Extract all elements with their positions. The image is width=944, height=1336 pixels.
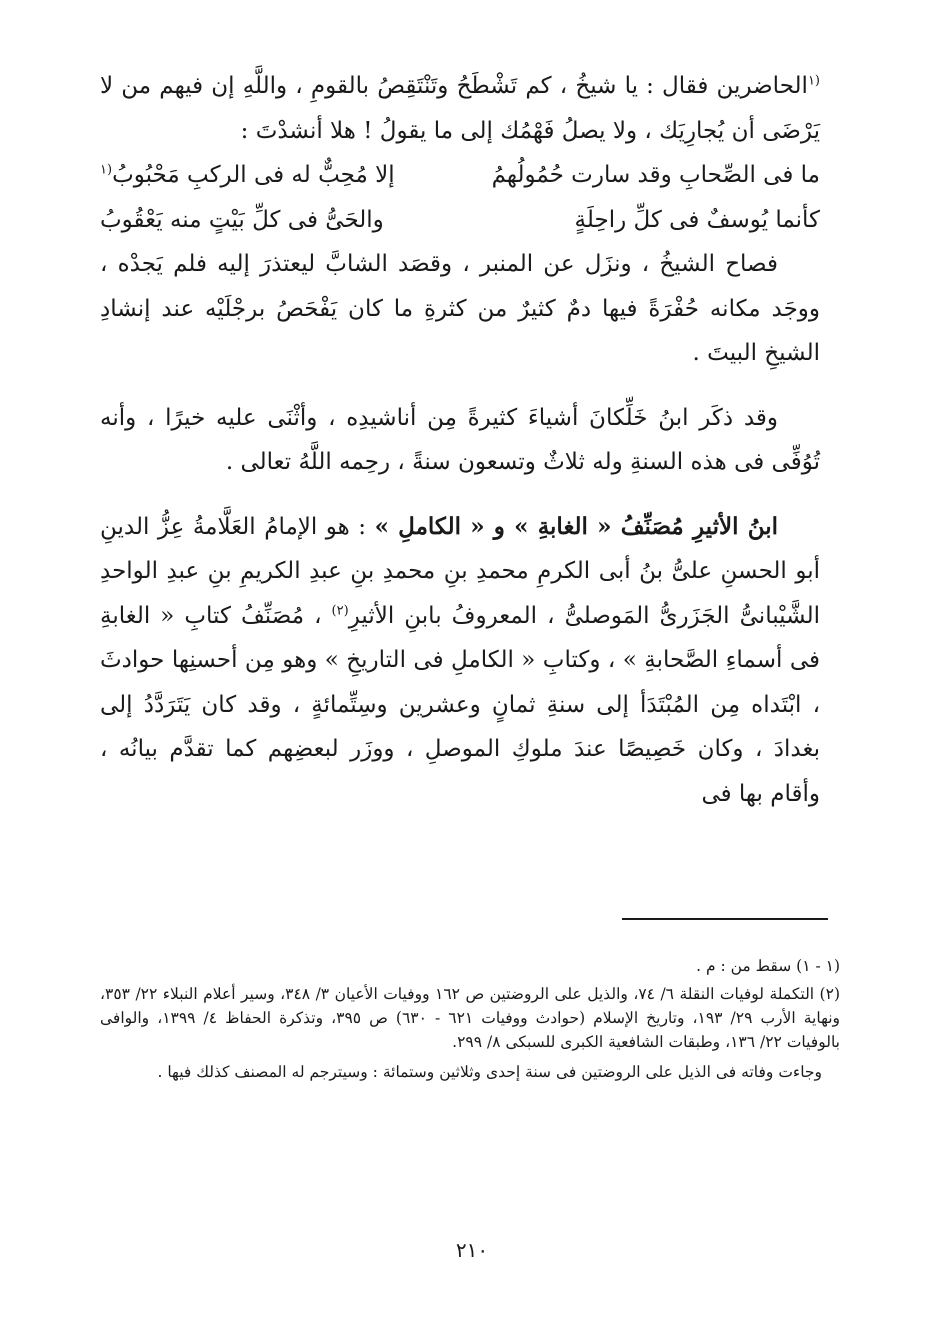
verse-2-first-hemistich: كأنما يُوسفٌ فى كلِّ راحِلَةٍ (574, 206, 820, 233)
footnote-marker: (١ (807, 73, 820, 89)
footnotes (100, 954, 840, 1088)
footnote-divider (622, 918, 828, 920)
footnote-1: (١ - ١) سقط من : م . (696, 957, 840, 975)
footnote-marker: (٢) (331, 602, 349, 618)
paragraph-4-text-a: : هو الإمامُ العَلَّامةُ عِزُّ الدينِ أبو الحسنِ علىُّ بنُ أبى الكرمِ محمدِ بنِ محمدِ بنِ عبدِ الكريمِ بنِ عبدِ الواحدِ الشَّيْبانىُّ الجَزَرىُّ المَوصلىُّ ، المعروفُ بابنِ الأثيرِ (100, 513, 821, 629)
footnote-marker: (١ (100, 162, 113, 178)
verse-1-second-hemistich-text: إلا مُحِبٌّ له فى الركبِ مَحْبُوبُ (112, 162, 395, 188)
paragraph-4 (100, 505, 820, 817)
footnote-2: (٢) التكملة لوفيات النقلة ٦/ ٧٤، والذيل على الروضتين ص ١٦٢ ووفيات الأعيان ٣/ ٣٤٨، وسير أعلام النبلاء ٢٢/ ٣٥٣، ونهاية الأرب ٢٩/ ١٩٣، وتاريخ الإسلام (حوادث ووفيات ٦٢١ - ٦٣٠) ص ٣٩٥، وتذكرة الحفاظ ٤/ ١٣٩٩، والوافى بالوفيات ٢٢/ ١٣٦، وطبقات الشافعية الكبرى للسبكى ٨/ ٢٩٩. (100, 985, 841, 1051)
paragraph-4-text-b: ، مُصَنِّفُ كتابِ « الغابةِ فى أسماءِ الصَّحابةِ » ، وكتابِ « الكاملِ فى التاريخِ » وهو مِن أحسنِها حوادثَ ، ابْتَداه مِن المُبْتَدَأ إلى سنةِ ثمانٍ وعشرين وسِتِّمائةٍ ، وقد كان يَتَرَدَّدُ إلى بغدادَ ، وكان خَصِيصًا عندَ ملوكِ الموصلِ ، ووزَر لبعضِهم كما تقدَّم بيانُه ، وأقام بها فى (100, 602, 820, 807)
verse-line-1 (100, 153, 820, 198)
paragraph-1-text: الحاضرين فقال : يا شيخُ ، كم تَشْطَحُ وتَنْتَقِصُ بالقومِ ، واللَّهِ إن فيهم من لا يَرْضَى أن يُجارِيَك ، ولا يصلُ فَهْمُك إلى ما يقولُ ! هلا أنشدْتَ : (100, 73, 820, 144)
verse-1-first-hemistich: ما فى الصِّحابِ وقد سارت حُمُولُهمُ (491, 162, 820, 188)
verse-1-second-hemistich (100, 153, 395, 198)
paragraph-2: فصاح الشيخُ ، ونزَل عن المنبر ، وقصَد الشابَّ ليعتذرَ إليه فلم يَجدْه ، ووجَد مكانه حُفْرَةً فيها دمٌ كثيرٌ من كثرةِ ما كان يَفْحَصُ برجْلَيْه عند إنشادِ الشيخِ البيتَ . (100, 251, 820, 366)
verse-2-second-hemistich: والحَىُّ فى كلِّ بَيْتٍ منه يَعْقُوبُ (100, 206, 384, 233)
paragraph-3: وقد ذكَر ابنُ خَلِّكانَ أشياءَ كثيرةً مِن أناشيدِه ، وأثْنَى عليه خيرًا ، وأنه تُوُفِّى فى هذه السنةِ وله ثلاثٌ وتسعون سنةً ، رحِمه اللَّهُ تعالى . (100, 404, 820, 475)
verse-line-2 (100, 198, 820, 243)
entry-heading: ابنُ الأثيرِ مُصَنِّفُ « الغابةِ » و « الكاملِ » (374, 512, 778, 540)
paragraph-1 (100, 64, 820, 153)
page-number: ٢١٠ (455, 1238, 489, 1262)
footnote-3: وجاءت وفاته فى الذيل على الروضتين فى سنة إحدى وثلاثين وستمائة : وسيترجم له المصنف كذلك فيها . (157, 1063, 822, 1081)
main-text (100, 64, 820, 816)
